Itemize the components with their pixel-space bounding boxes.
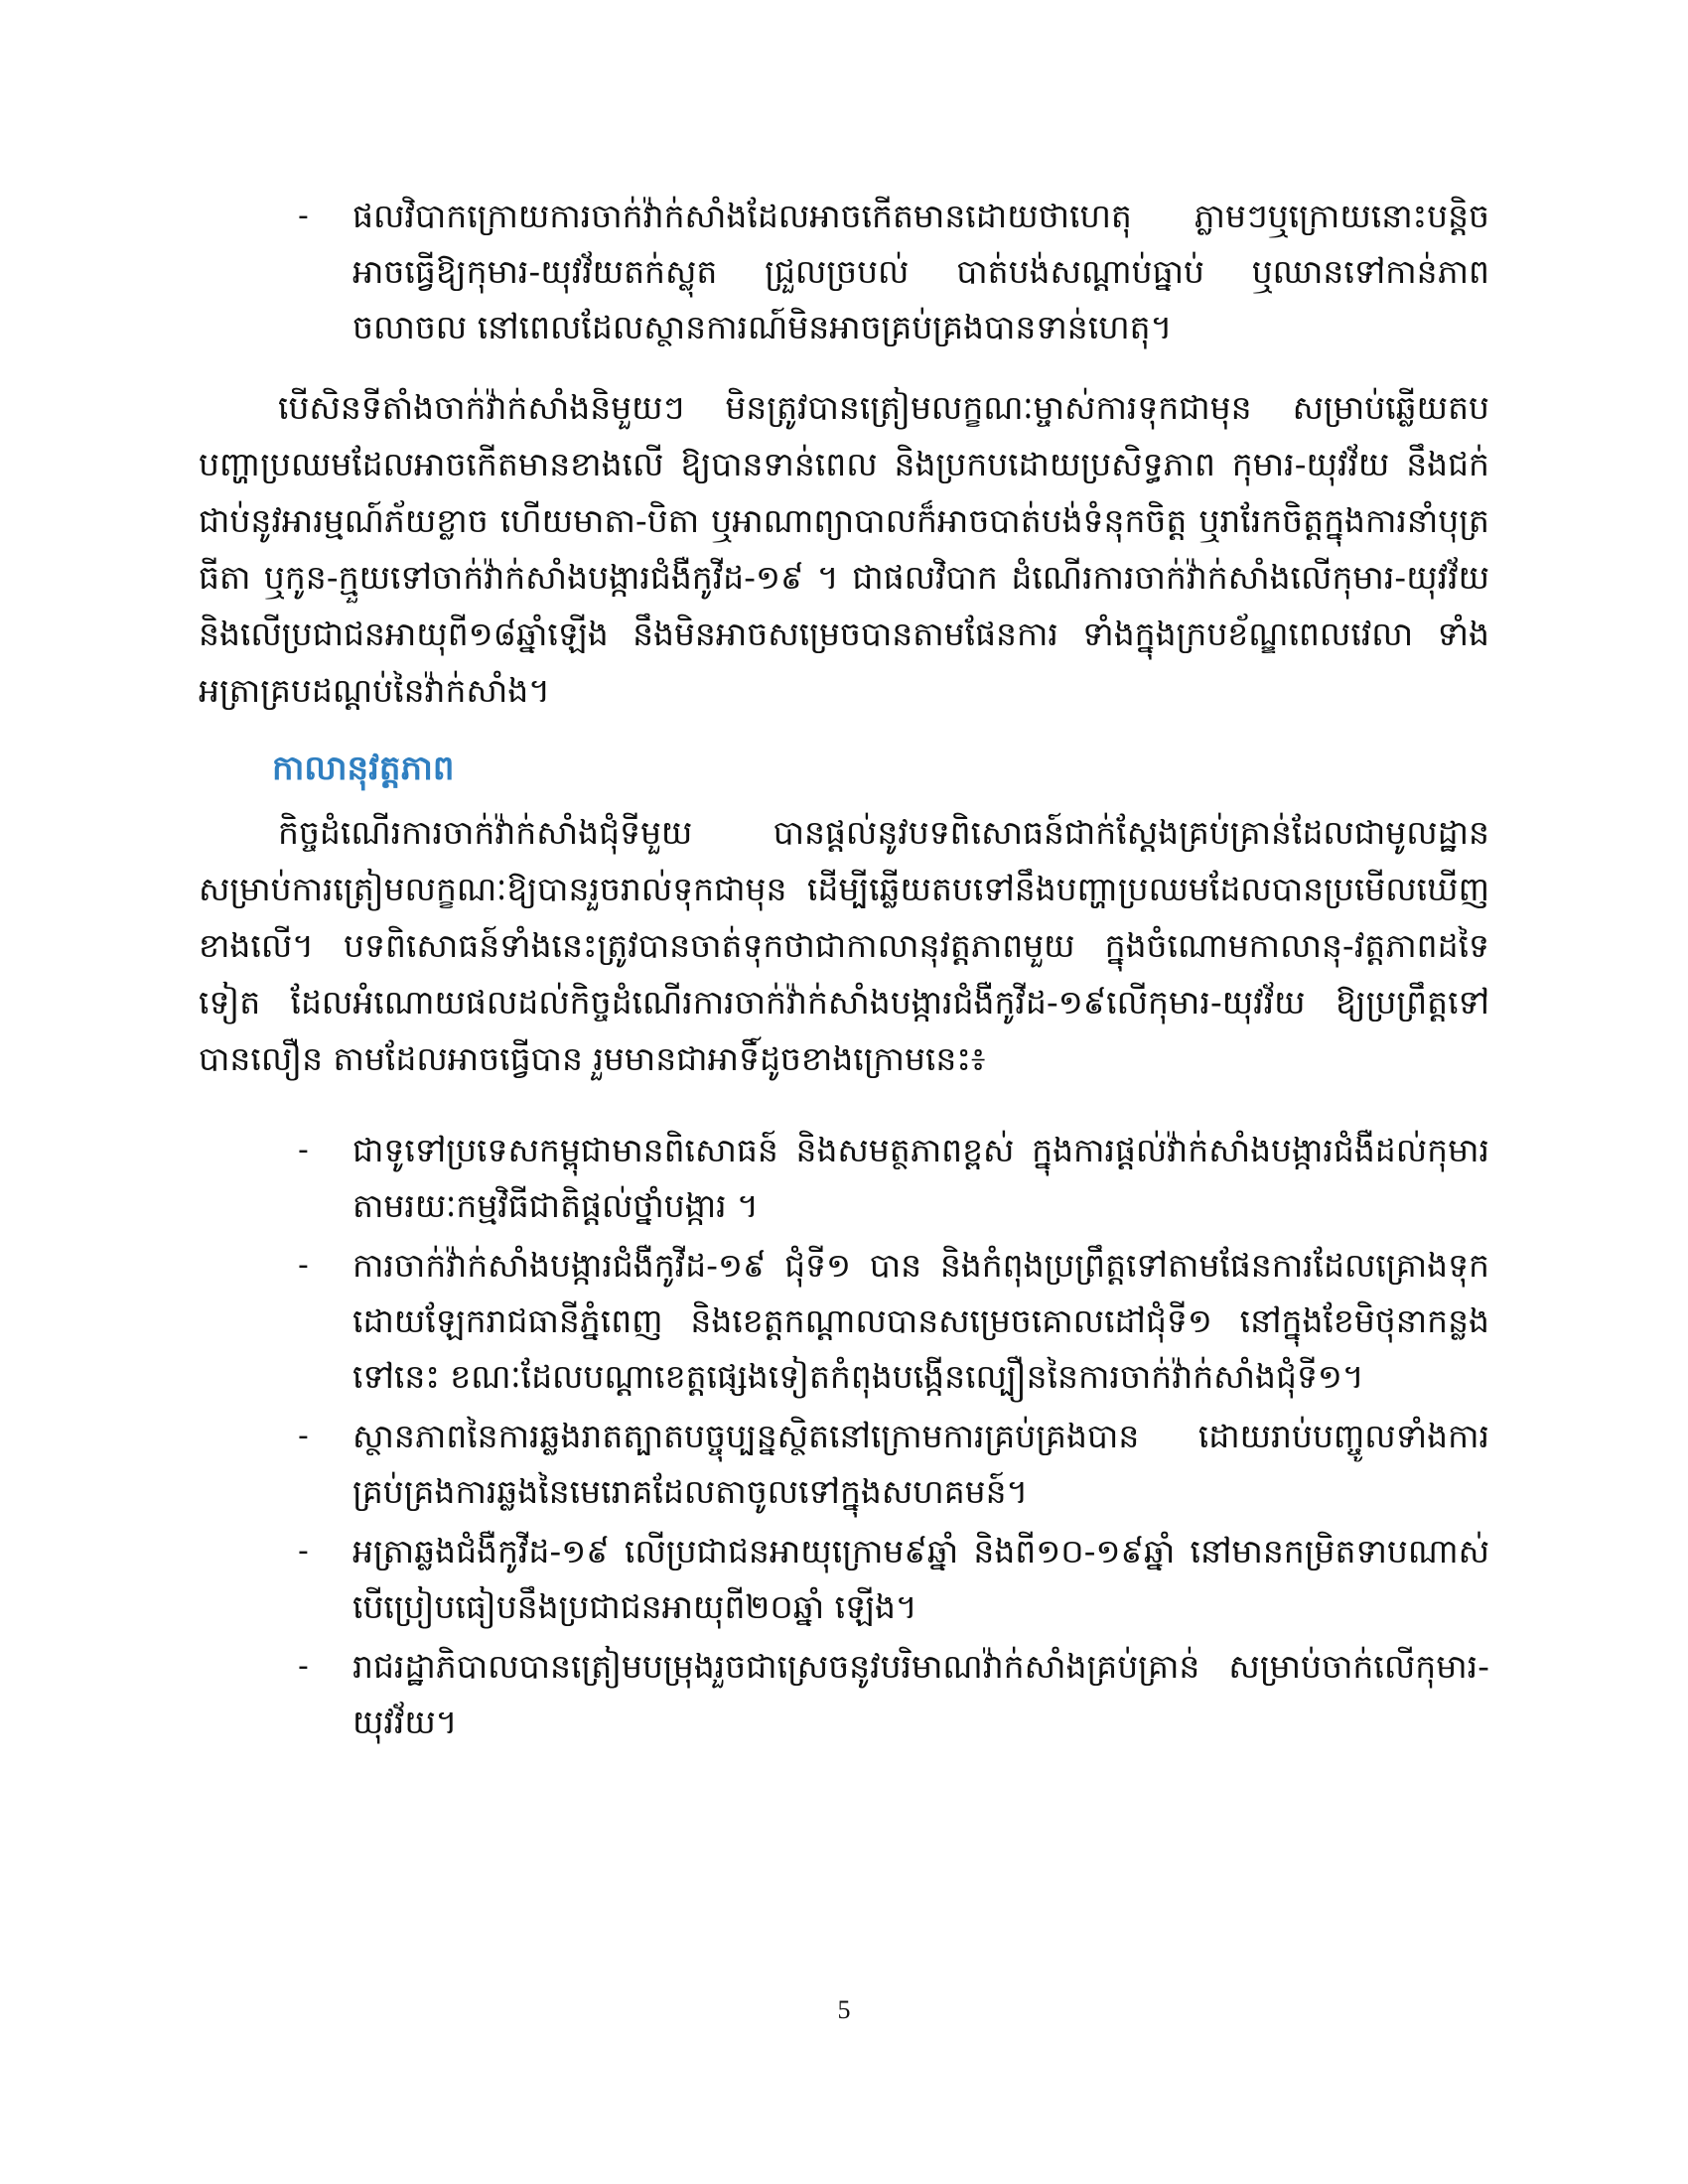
section-heading-opportunities: កាលានុវត្តភាព — [272, 749, 455, 788]
list-item — [199, 1524, 1489, 1635]
page-number: 5 — [837, 1995, 851, 2024]
bullet-text: ស្ថានភាពនៃការឆ្លងរាតត្បាតបច្ចុប្បន្នស្ថិតនៅក្រោមការគ្រប់គ្រងបាន ដោយរាប់បញ្ចូលទាំងការគ្រប់គ្រងការឆ្លងនៃមេរោគដែលតាចូលទៅក្នុងសហគមន៍។ — [352, 1417, 1489, 1511]
bullet-text: ផលវិបាកក្រោយការចាក់វ៉ាក់សាំងដែលអាចកើតមានដោយថាហេតុ ភ្លាមៗឬក្រោយនោះបន្តិច អាចធ្វើឱ្យកុមារ-យុវវ័យតក់ស្លុត ជ្រួលច្របល់ បាត់បង់សណ្តាប់ធ្នាប់ ឬឈានទៅកាន់ភាពចលាចល នៅពេលដែលស្ថានការណ៍មិនអាចគ្រប់គ្រងបានទាន់ហេតុ។ — [352, 197, 1489, 346]
list-item — [199, 1409, 1489, 1520]
bullet-text: ការចាក់វ៉ាក់សាំងបង្ការជំងឺកូវីដ-១៩ ជុំទី១ បាន និងកំពុងប្រព្រឹត្តទៅតាមផែនការដែលគ្រោងទុក ដោយឡែករាជធានីភ្នំពេញ និងខេត្តកណ្តាលបានសម្រេចគោលដៅជុំទី១ នៅក្នុងខែមិថុនាកន្លងទៅនេះ ខណៈដែលបណ្តាខេត្តផ្សេងទៀតកំពុងបង្កើនល្បឿននៃការចាក់វ៉ាក់សាំងជុំទី១។ — [352, 1246, 1489, 1396]
bullet-dash: - — [298, 1248, 309, 1283]
bullet-dash: - — [298, 199, 309, 233]
bullet-dash: - — [298, 1419, 309, 1453]
list-item — [199, 189, 1489, 355]
bullet-text: អត្រាឆ្លងជំងឺកូវីដ-១៩ លើប្រជាជនអាយុក្រោម៩ឆ្នាំ និងពី១០-១៩ឆ្នាំ នៅមានកម្រិតទាបណាស់ បើប្រៀបធៀបនឹងប្រជាជនអាយុពី២០ឆ្នាំ ឡើង។ — [352, 1532, 1489, 1626]
top-bullet-list — [199, 189, 1489, 355]
bullet-text: រាជរដ្ឋាភិបាលបានត្រៀមបម្រុងរួចជាស្រេចនូវបរិមាណវ៉ាក់សាំងគ្រប់គ្រាន់ សម្រាប់ចាក់លើកុមារ-យុវវ័យ។ — [352, 1647, 1489, 1741]
page-content — [199, 189, 1489, 1754]
bullet-text: ជាទូទៅប្រទេសកម្ពុជាមានពិសោធន៍ និងសមត្ថភាពខ្ពស់ ក្នុងការផ្តល់វ៉ាក់សាំងបង្ការជំងឺដល់កុមារ តាមរយៈកម្មវិធីជាតិផ្តល់ថ្នាំបង្ការ ។ — [352, 1131, 1489, 1225]
opportunities-bullet-list — [199, 1123, 1489, 1750]
bullet-dash: - — [298, 1133, 309, 1167]
paragraph-risks: បើសិនទីតាំងចាក់វ៉ាក់សាំងនិមួយៗ មិនត្រូវបានត្រៀមលក្ខណៈម្ចាស់ការទុកជាមុន សម្រាប់ឆ្លើយតបបញ្ហាប្រឈមដែលអាចកើតមានខាងលើ ឱ្យបានទាន់ពេល និងប្រកបដោយប្រសិទ្ធភាព កុមារ-យុវវ័យ នឹងជក់ជាប់នូវអារម្មណ៍ភ័យខ្លាច ហើយមាតា-បិតា ឬអាណាព្យាបាលក៏អាចបាត់បង់ទំនុកចិត្ត ឬរារែកចិត្តក្នុងការនាំបុត្រធីតា ឬកូន-ក្មួយទៅចាក់វ៉ាក់សាំងបង្ការជំងឺកូវីដ-១៩ ។ ជាផលវិបាក ដំណើរការចាក់វ៉ាក់សាំងលើកុមារ-យុវវ័យ និងលើប្រជាជនអាយុពី១៨ឆ្នាំឡើង នឹងមិនអាចសម្រេចបានតាមផែនការ ទាំងក្នុងក្របខ័ណ្ឌពេលវេលា ទាំងអត្រាគ្របដណ្តប់នៃវ៉ាក់សាំង។ — [199, 388, 1489, 710]
paragraph-opportunities: កិច្ចដំណើរការចាក់វ៉ាក់សាំងជុំទីមួយ បានផ្តល់នូវបទពិសោធន៍ជាក់ស្តែងគ្រប់គ្រាន់ដែលជាមូលដ្ឋានសម្រាប់ការត្រៀមលក្ខណៈឱ្យបានរួចរាល់ទុកជាមុន ដើម្បីឆ្លើយតបទៅនឹងបញ្ហាប្រឈមដែលបានប្រមើលឃើញខាងលើ។ បទពិសោធន៍ទាំងនេះត្រូវបានចាត់ទុកថាជាកាលានុវត្តភាពមួយ ក្នុងចំណោមកាលានុ-វត្តភាពដទៃទៀត ដែលអំណោយផលដល់កិច្ចដំណើរការចាក់វ៉ាក់សាំងបង្ការជំងឺកូវីដ-១៩លើកុមារ-យុវវ័យ ឱ្យប្រព្រឹត្តទៅបានលឿន តាមដែលអាចធ្វើបាន រួមមានជាអាទិ៍ដូចខាងក្រោមនេះ៖ — [199, 813, 1489, 1078]
list-item — [199, 1123, 1489, 1234]
bullet-dash: - — [298, 1649, 309, 1684]
list-item — [199, 1639, 1489, 1750]
list-item — [199, 1238, 1489, 1405]
bullet-dash: - — [298, 1534, 309, 1569]
